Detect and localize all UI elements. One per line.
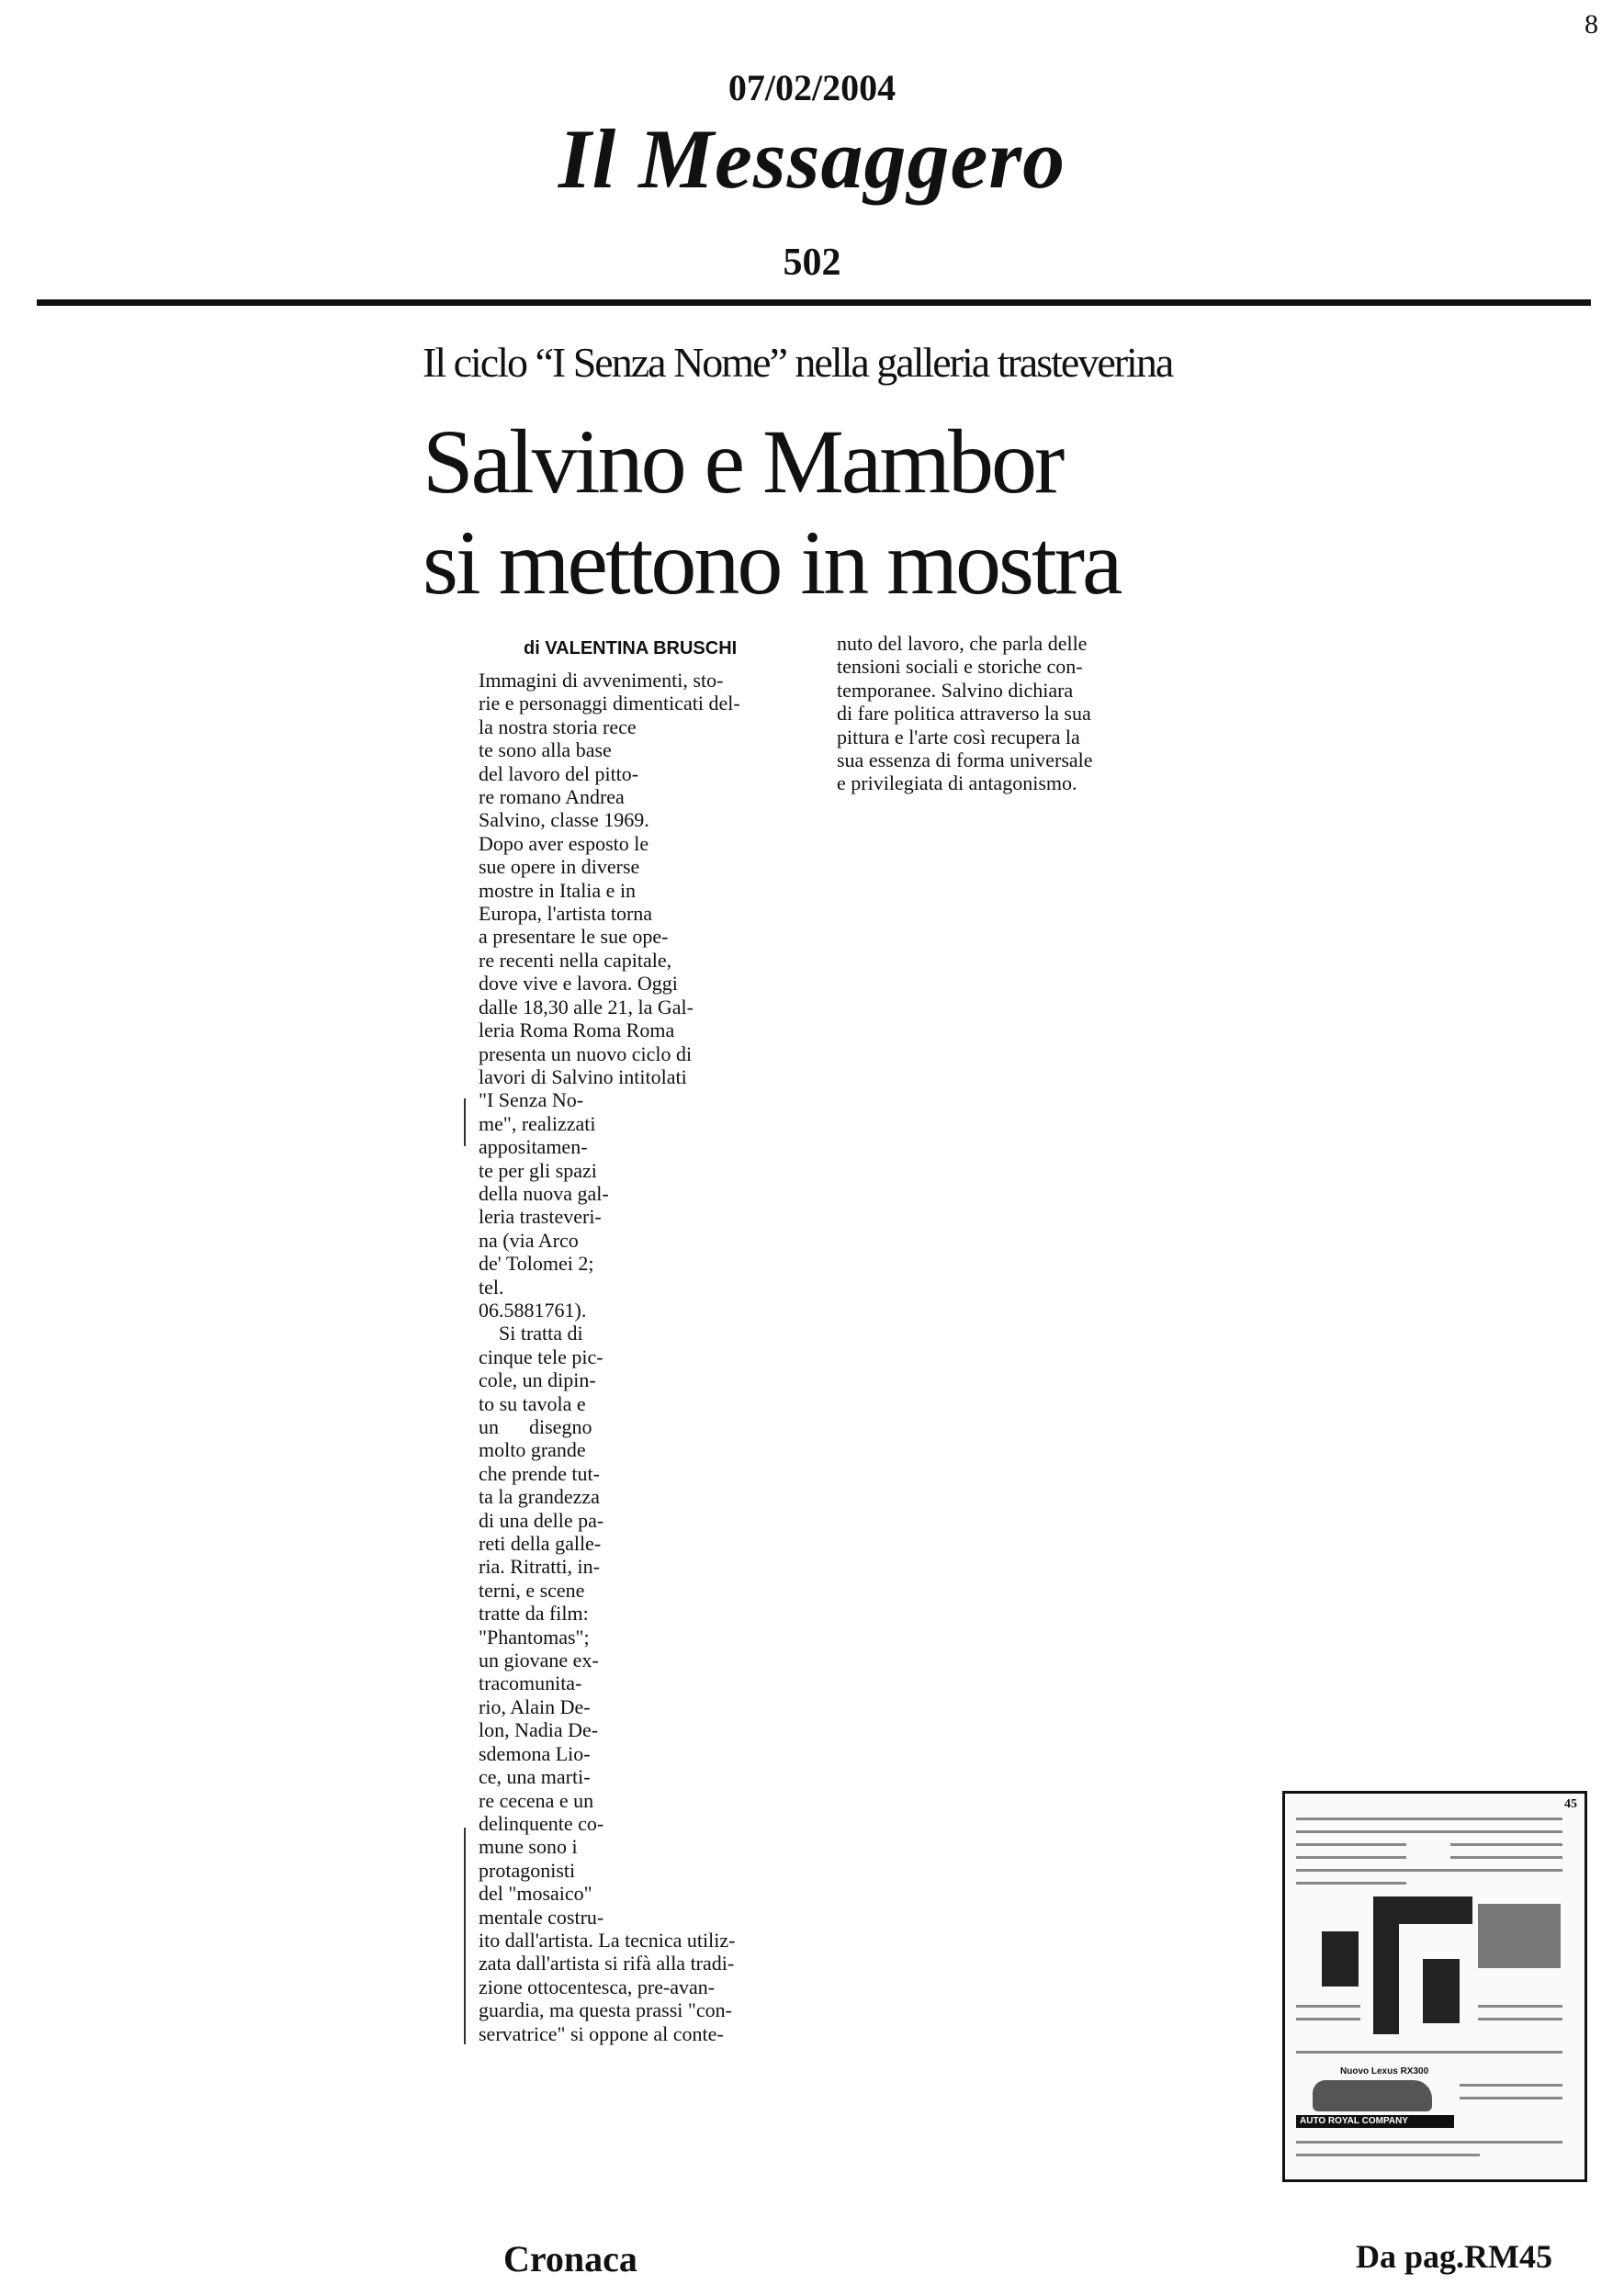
text-line: guardia, ma questa prassi "con- (479, 1998, 732, 2022)
thumbnail-text-line (1296, 2154, 1480, 2156)
text-line: tel. (479, 1275, 504, 1299)
text-line: Si tratta di (479, 1322, 583, 1345)
text-line: zata dall'artista si rifà alla tradi- (479, 1952, 735, 1975)
text-line: tracomunita- (479, 1671, 582, 1695)
thumbnail-text-line (1296, 1843, 1406, 1846)
car-image (1313, 2080, 1432, 2111)
thumbnail-photo (1423, 1959, 1460, 2023)
thumbnail-text-line (1296, 1856, 1406, 1859)
thumbnail-text-line (1296, 2141, 1562, 2144)
text-line: lavori di Salvino intitolati (479, 1064, 687, 1088)
text-line: tensioni sociali e storiche con- (837, 655, 1083, 679)
thumbnail-text-line (1450, 1856, 1562, 1859)
text-line: sua essenza di forma universale (837, 748, 1093, 772)
article-headline (423, 411, 1120, 613)
text-line: ria. Ritratti, in- (479, 1555, 600, 1579)
text-line: nuto del lavoro, che parla delle (837, 632, 1088, 655)
thumbnail-text-line (1460, 2097, 1562, 2099)
text-line: presenta un nuovo ciclo di (479, 1041, 693, 1065)
scan-margin-line (464, 1828, 466, 2044)
page-number: 8 (1585, 9, 1598, 39)
thumbnail-text-line (1296, 2018, 1360, 2020)
article-column-1 (479, 669, 740, 2045)
text-line: re cecena e un (479, 1788, 594, 1812)
text-line: Immagini di avvenimenti, sto- (479, 669, 724, 692)
header-divider (37, 299, 1591, 306)
text-line: terni, e scene (479, 1578, 585, 1602)
text-line: 06.5881761). (479, 1298, 587, 1322)
text-line: che prende tut- (479, 1461, 600, 1485)
text-line: ta la grandezza (479, 1485, 600, 1509)
section-label: Cronaca (503, 2238, 637, 2279)
text-line: dalle 18,30 alle 21, la Gal- (479, 995, 694, 1019)
text-line: del "mosaico" (479, 1882, 592, 1906)
thumbnail-text-line (1296, 1882, 1406, 1885)
thumbnail-text-line (1296, 2051, 1562, 2054)
text-line: e privilegiata di antagonismo. (837, 771, 1077, 795)
text-line: Dopo aver esposto le (479, 831, 649, 855)
text-line: leria trasteveri- (479, 1205, 602, 1229)
text-line: ito dall'artista. La tecnica utiliz- (479, 1928, 736, 1952)
text-line: re recenti nella capitale, (479, 948, 672, 972)
thumbnail-text-line (1478, 2005, 1562, 2008)
text-line: molto grande (479, 1438, 586, 1462)
text-line: a presentare le sue ope- (479, 925, 669, 949)
text-line: la nostra storia rece (479, 715, 637, 738)
text-line: cole, un dipin- (479, 1368, 596, 1392)
text-line: re romano Andrea (479, 785, 625, 809)
text-line: delinquente co- (479, 1811, 604, 1835)
text-line: "I Senza No- (479, 1088, 584, 1112)
text-line: me", realizzati (479, 1111, 596, 1135)
thumbnail-text-line (1296, 1869, 1562, 1872)
thumbnail-photo (1478, 1904, 1561, 1968)
text-line: un disegno (479, 1415, 592, 1438)
text-line: ce, una marti- (479, 1765, 591, 1789)
text-line: sue opere in diverse (479, 855, 640, 879)
text-line: "Phantomas"; (479, 1625, 590, 1649)
text-line: sdemona Lio- (479, 1741, 591, 1765)
text-line: Europa, l'artista torna (479, 902, 653, 926)
text-line: de' Tolomei 2; (479, 1252, 594, 1276)
text-line: te sono alla base (479, 738, 612, 762)
thumbnail-text-line (1460, 2084, 1562, 2087)
text-line: della nuova gal- (479, 1181, 609, 1205)
text-line: appositamen- (479, 1135, 588, 1159)
thumbnail-text-line (1296, 2005, 1360, 2008)
thumbnail-text-line (1450, 1843, 1562, 1846)
page-thumbnail (1282, 1791, 1587, 2182)
newspaper-masthead: Il Messaggero (558, 112, 1066, 206)
text-line: protagonisti (479, 1858, 576, 1882)
text-line: mentale costru- (479, 1905, 604, 1929)
text-line: di fare politica attraverso la sua (837, 702, 1091, 726)
text-line: reti della galle- (479, 1532, 602, 1556)
text-line: mune sono i (479, 1835, 578, 1859)
thumbnail-page-label: 45 (1564, 1797, 1577, 1811)
headline-line: si mettono in mostra (423, 512, 1121, 613)
headline-line: Salvino e Mambor (423, 411, 1063, 512)
clipping-date: 07/02/2004 (727, 67, 897, 108)
text-line: un giovane ex- (479, 1649, 599, 1672)
text-line: di una delle pa- (479, 1508, 604, 1532)
text-line: rie e personaggi dimenticati del- (479, 692, 740, 715)
text-line: Salvino, classe 1969. (479, 808, 649, 832)
thumbnail-text-line (1296, 1818, 1562, 1820)
text-line: tratte da film: (479, 1602, 589, 1626)
thumbnail-black-bar (1373, 1896, 1399, 2034)
text-line: servatrice" si oppone al conte- (479, 2021, 724, 2045)
text-line: rio, Alain De- (479, 1694, 591, 1718)
text-line: del lavoro del pitto- (479, 761, 639, 785)
thumbnail-ad-title: Nuovo Lexus RX300 (1340, 2066, 1429, 2077)
source-page-label: Da pag.RM45 (1356, 2238, 1552, 2275)
thumbnail-ad-banner: AUTO ROYAL COMPANY (1296, 2115, 1454, 2128)
text-line: zione ottocentesca, pre-avan- (479, 1975, 716, 1998)
text-line: temporanee. Salvino dichiara (837, 678, 1074, 702)
article-column-2 (837, 632, 1093, 795)
text-line: dove vive e lavora. Oggi (479, 972, 678, 996)
text-line: pittura e l'arte così recupera la (837, 725, 1080, 748)
article-byline: di VALENTINA BRUSCHI (524, 638, 738, 658)
thumbnail-black-bar (1399, 1896, 1472, 1924)
clipping-code: 502 (783, 242, 841, 284)
scan-margin-line (464, 1098, 466, 1146)
thumbnail-text-line (1478, 2018, 1562, 2020)
thumbnail-photo (1322, 1931, 1359, 1986)
article-kicker: Il ciclo “I Senza Nome” nella galleria trasteverina (423, 339, 1173, 386)
text-line: to su tavola e (479, 1391, 586, 1415)
text-line: mostre in Italia e in (479, 878, 637, 902)
text-line: lon, Nadia De- (479, 1718, 599, 1742)
text-line: te per gli spazi (479, 1158, 597, 1182)
text-line: leria Roma Roma Roma (479, 1019, 675, 1042)
thumbnail-text-line (1296, 1830, 1562, 1833)
text-line: na (via Arco (479, 1228, 579, 1252)
text-line: cinque tele pic- (479, 1345, 603, 1368)
